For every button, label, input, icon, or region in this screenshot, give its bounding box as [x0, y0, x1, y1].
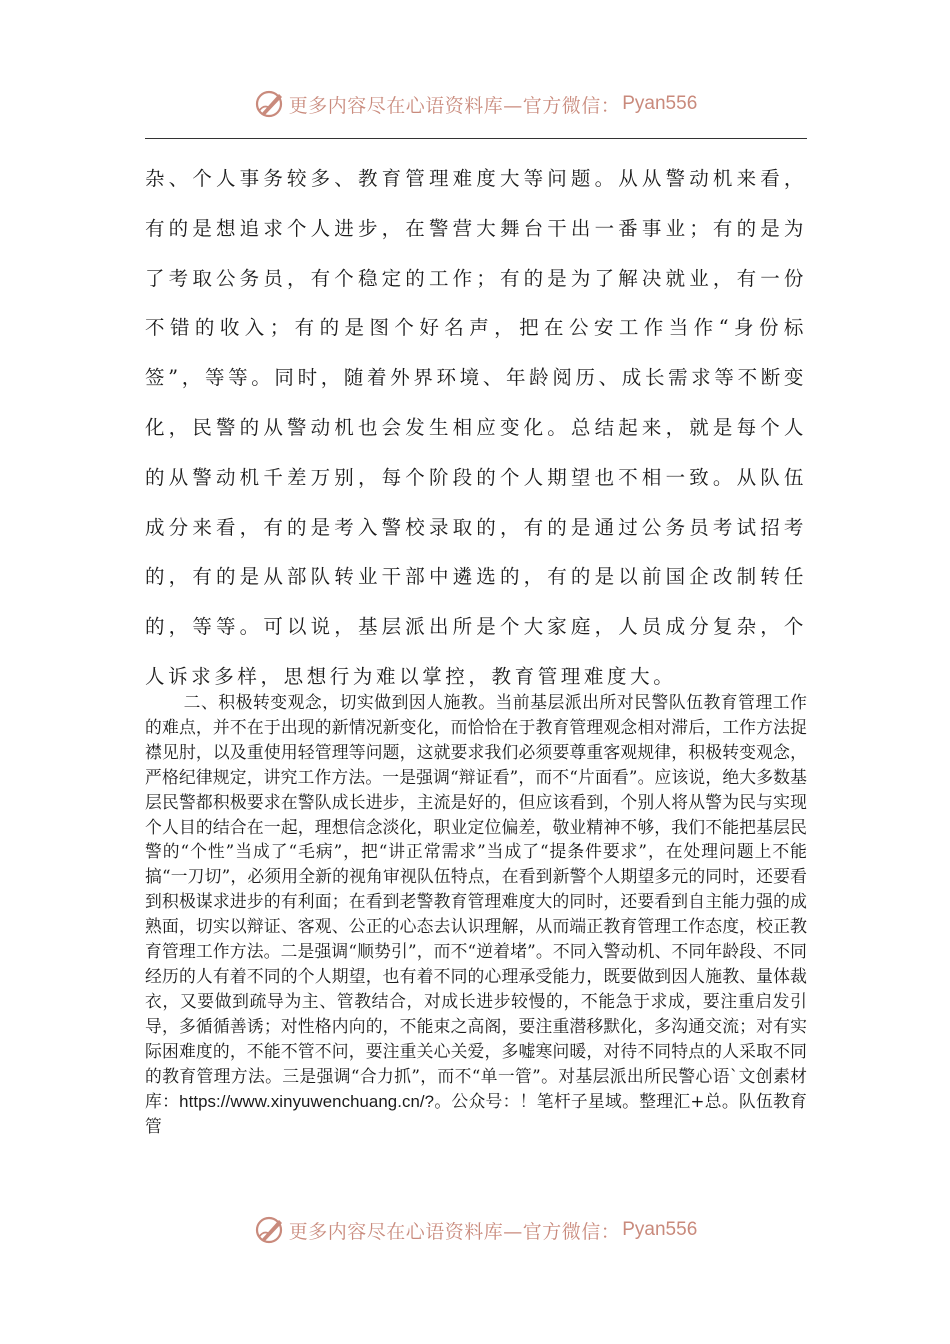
logo-icon	[253, 87, 287, 121]
footer-wechat-id: Pyan556	[622, 1219, 698, 1240]
header-divider	[145, 138, 807, 139]
paragraph-2-tail: 。公众号：！笔杆子星域。整理汇+总。队伍教育管	[145, 1090, 808, 1137]
logo-icon	[253, 1213, 287, 1247]
header-banner	[0, 84, 950, 124]
footer-banner	[0, 1210, 950, 1250]
paragraph-2	[145, 690, 807, 1139]
header-banner-text: 更多内容尽在心语资料库—官方微信：	[288, 94, 621, 117]
paragraph-2-text: 二、积极转变观念，切实做到因人施教。当前基层派出所对民警队伍教育管理工作的难点，并不在于出现的新情况新变化，而恰恰在于教育管理观念相对滞后，工作方法捉襟见肘，以及重使用轻管理等问题，这就要求我们必须要尊重客观规律，积极转变观念，严格纪律规定，讲究工作方法。一是强调“辩证看”，而不“片面看”。应该说，绝大多数基层民警都积极要求在警队成长进步，主流是好的，但应该看到，个别人将从警为民与实现个人目的结合在一起，理想信念淡化，职业定位偏差，敬业精神不够，我们不能把基层民警的“个性”当成了“毛病”，把“讲正常需求”当成了“提条件要求”，在处理问题上不能搞“一刀切”，必须用全新的视角审视队伍特点，在看到新警个人期望多元的同时，还要看到积极谋求进步的有利面；在看到老警教育管理难度大的同时，还要看到自主能力强的成熟面，切实以辩证、客观、公正的心态去认识理解，从而端正教育管理工作态度，校正教育管理工作方法。二是强调“顺势引”，而不“逆着堵”。不同入警动机、不同年龄段、不同经历的人有着不同的个人期望，也有着不同的心理承受能力，既要做到因人施教、量体裁衣，又要做到疏导为主、管教结合，对成长进步较慢的，不能急于求成，要注重启发引导，多循循善诱；对性格内向的，不能束之高阁，要注重潜移默化，多沟通交流；对有实际困难度的，不能不管不问，要注重关心关爱，多嘘寒问暖，对待不同特点的人采取不同的教育管理方法。三是强调“合力抓”，而不“单一管”。对基层派出所民警心语`文创素材库：	[145, 692, 807, 1111]
header-wechat-id: Pyan556	[622, 93, 698, 114]
footer-banner-text: 更多内容尽在心语资料库—官方微信：	[288, 1220, 621, 1243]
source-url: https://www.xinyuwenchuang.cn/?	[179, 1091, 435, 1111]
paragraph-1: 杂、个人事务较多、教育管理难度大等问题。从从警动机来看，有的是想追求个人进步，在警营大舞台干出一番事业；有的是为了考取公务员，有个稳定的工作；有的是为了解决就业，有一份不错的收入；有的是图个好名声，把在公安工作当作“身份标签”，等等。同时，随着外界环境、年龄阅历、成长需求等不断变化，民警的从警动机也会发生相应变化。总结起来，就是每个人的从警动机千差万别，每个阶段的个人期望也不相一致。从队伍成分来看，有的是考入警校录取的，有的是通过公务员考试招考的，有的是从部队转业干部中遴选的，有的是以前国企改制转任的，等等。可以说，基层派出所是个大家庭，人员成分复杂，个人诉求多样，思想行为难以掌控，教育管理难度大。	[145, 167, 807, 688]
